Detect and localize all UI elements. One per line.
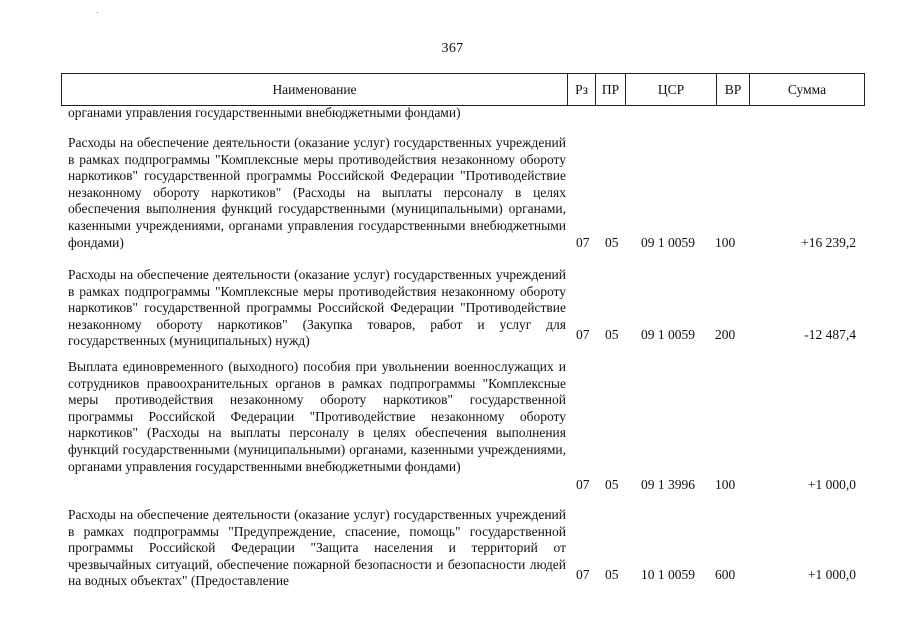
row-description: Выплата единовременного (выходного) пособия при увольнении военнослужащих и сотрудников правоохранительных органов в рамках подпрограммы "Комплексные меры противодействия незаконному обороту наркотиков" государственной программы Российской Федерации "Противодействие незаконному обороту наркотиков" (Расходы на выплаты персоналу в целях обеспечения выполнения функций государственными (муниципальными) органами, казенными учреждениями, органами управления государственными внебюджетными фондами) xyxy=(68,359,566,474)
table-row xyxy=(68,267,858,349)
row-description: Расходы на обеспечение деятельности (оказание услуг) государственных учреждений в рамках подпрограммы "Предупреждение, спасение, помощь" государственной программы Российской Федерации "Защита населения и территорий от чрезвычайных ситуаций, обеспечение пожарной безопасности и безопасности людей на водных объектах" (Предоставление xyxy=(68,507,566,589)
row-csr: 10 1 0059 xyxy=(641,567,695,582)
page-number: 367 xyxy=(441,41,464,56)
row-pr: 05 xyxy=(605,477,619,492)
row-description: Расходы на обеспечение деятельности (оказание услуг) государственных учреждений в рамках подпрограммы "Комплексные меры противодействия незаконному обороту наркотиков" государственной программы Российской Федерации "Противодействие незаконному обороту наркотиков" (Расходы на выплаты персоналу в целях обеспечения выполнения функций государственными (муниципальными) органами, казенными учреждениями, органами управления государственными внебюджетными фондами) xyxy=(68,135,566,250)
continuation-text: органами управления государственными внебюджетными фондами) xyxy=(68,105,461,120)
table-row xyxy=(68,507,858,597)
row-sum: +1 000,0 xyxy=(807,477,856,492)
row-pr: 05 xyxy=(605,567,619,582)
row-rz: 07 xyxy=(576,327,590,342)
row-rz: 07 xyxy=(576,235,590,250)
row-description: Расходы на обеспечение деятельности (оказание услуг) государственных учреждений в рамках подпрограммы "Комплексные меры противодействия незаконному обороту наркотиков" государственной программы Российской Федерации "Противодействие незаконному обороту наркотиков" (Закупка товаров, работ и услуг для государственных (муниципальных) нужд) xyxy=(68,267,566,349)
row-pr: 05 xyxy=(605,235,619,250)
header-row xyxy=(62,74,865,106)
row-sum: +16 239,2 xyxy=(801,235,856,250)
row-vr: 200 xyxy=(715,327,736,342)
header-sum: Сумма xyxy=(750,74,865,106)
header-csr: ЦСР xyxy=(626,74,717,106)
row-pr: 05 xyxy=(605,327,619,342)
row-rz: 07 xyxy=(576,567,590,582)
row-vr: 600 xyxy=(715,567,736,582)
row-vr: 100 xyxy=(715,477,736,492)
table-header xyxy=(61,73,865,106)
table-row xyxy=(68,359,858,495)
scan-speck xyxy=(97,12,98,13)
row-csr: 09 1 3996 xyxy=(641,477,695,492)
header-pr: ПР xyxy=(596,74,626,106)
row-csr: 09 1 0059 xyxy=(641,327,695,342)
header-name: Наименование xyxy=(62,74,568,106)
row-vr: 100 xyxy=(715,235,736,250)
header-rz: Рз xyxy=(568,74,596,106)
row-sum: -12 487,4 xyxy=(804,327,856,342)
row-rz: 07 xyxy=(576,477,590,492)
row-csr: 09 1 0059 xyxy=(641,235,695,250)
header-vr: ВР xyxy=(717,74,750,106)
table-row xyxy=(68,135,858,253)
row-sum: +1 000,0 xyxy=(807,567,856,582)
